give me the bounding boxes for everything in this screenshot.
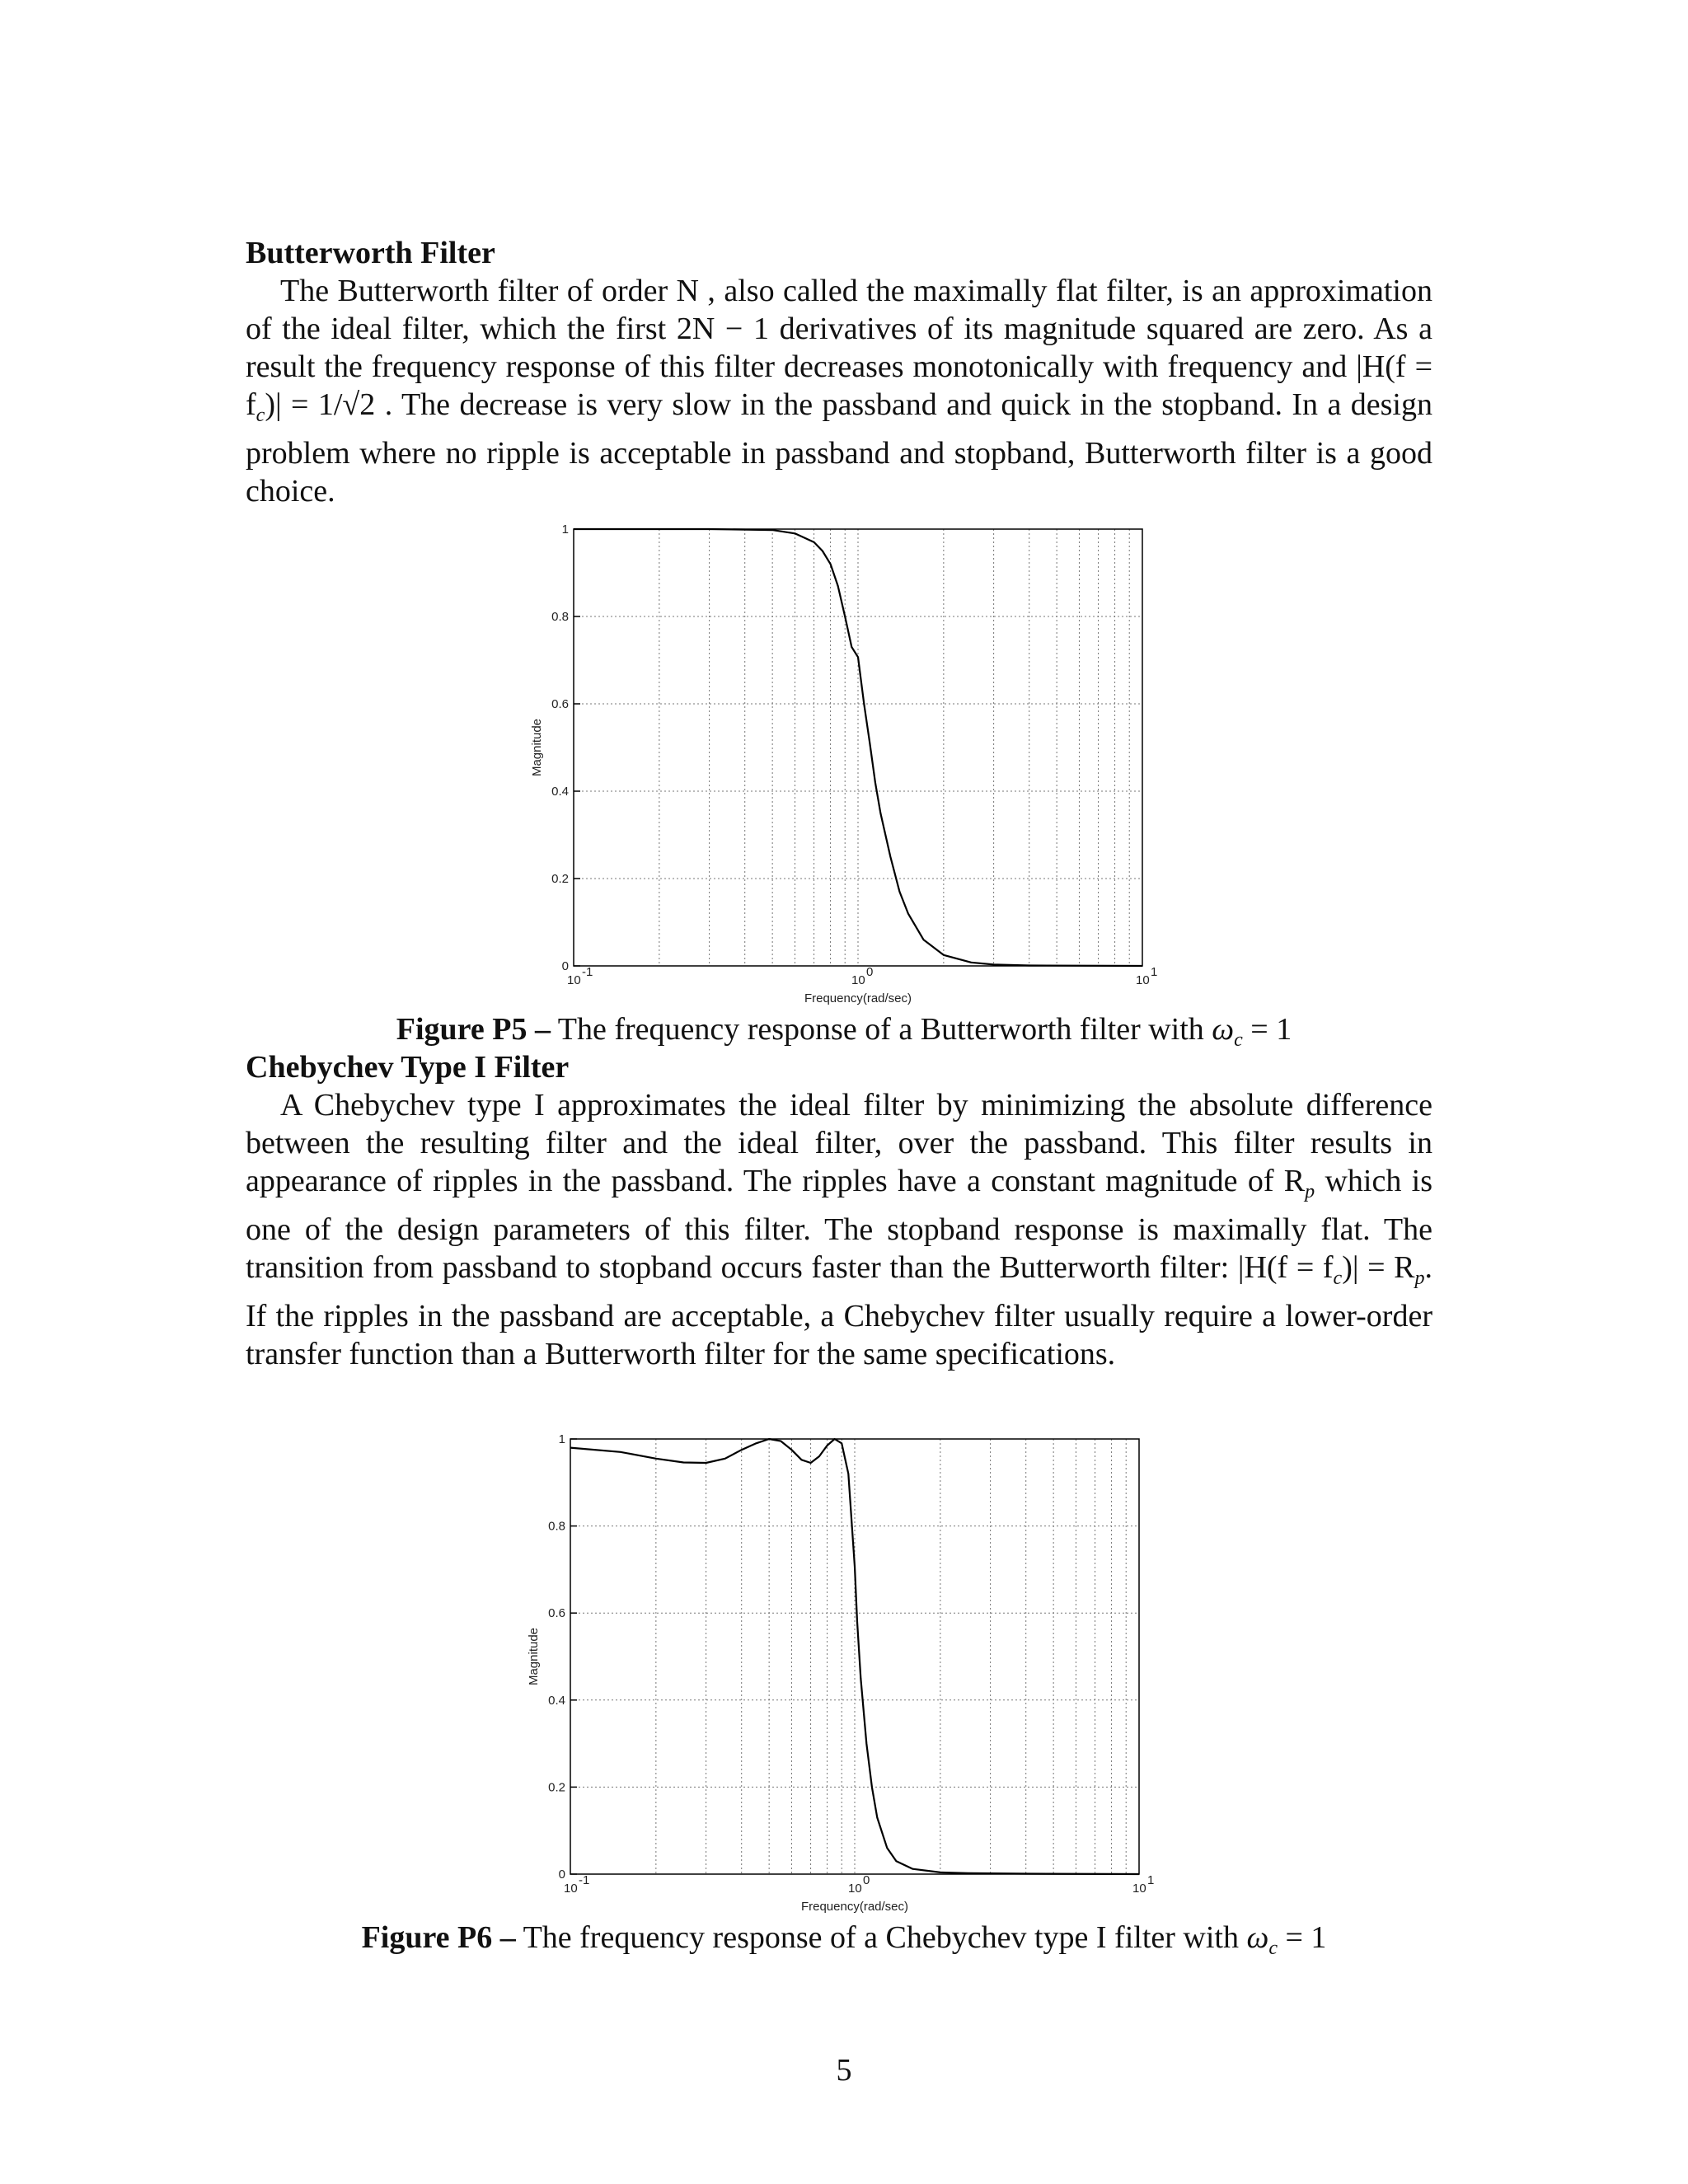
chart-axes-group (530, 523, 1157, 1005)
paragraph-butterworth-part-2: )| = 1/√2 . The decrease is very slow in the passband and quick in the stopband. In a design problem where no ripple is acceptable in passband and stopband, Butterworth filter is a good choice. (246, 387, 1432, 509)
paragraph-chebychev-part-1: A Chebychev type I approximates the ideal filter by minimizing the absolute difference between the resulting filter and the ideal filter, over the passband. This filter results in appearance of ripples in the passband. The ripples have a constant magnitude of R (246, 1088, 1432, 1198)
figure-p5-eq: = 1 (1242, 1012, 1292, 1047)
figure-p6-chart (491, 1422, 1155, 1917)
figure-p5-text: The frequency response of a Butterworth filter with (550, 1012, 1212, 1047)
paragraph-chebychev-part-3: )| = R (1342, 1250, 1415, 1285)
y-tick-label: 0.4 (548, 1693, 565, 1708)
paragraph-butterworth (246, 272, 1432, 510)
x-tick-label: 10 (1132, 1882, 1146, 1896)
chart-axes-group (527, 1432, 1154, 1914)
subscript-c: c (256, 405, 265, 426)
subscript-c-2: c (1333, 1268, 1343, 1289)
paragraph-butterworth-part-1: The Butterworth filter of order N , also called the maximally flat filter, is an approximation of the ideal filter, which the first 2N − 1 derivatives of its magnitude squared are zero. As a result the frequency response of this filter decreases monotonically with frequency and |H(f = f (246, 274, 1432, 422)
y-axis-label: Magnitude (530, 718, 544, 777)
y-axis-label: Magnitude (527, 1627, 541, 1686)
x-tick-label: 10 (851, 973, 865, 987)
x-tick-label: 10 (567, 973, 581, 987)
figure-p6-omega-sub: c (1268, 1938, 1278, 1959)
paragraph-chebychev (246, 1086, 1432, 1373)
y-tick-label: 0 (558, 1868, 565, 1882)
x-tick-exponent: -1 (582, 965, 593, 979)
y-tick-label: 0 (561, 959, 569, 973)
y-tick-label: 0.8 (551, 610, 569, 624)
figure-p6-caption (0, 1919, 1688, 1967)
figure-p6-text: The frequency response of a Chebychev type I filter with (515, 1920, 1247, 1955)
subscript-p: p (1305, 1181, 1315, 1202)
y-tick-label: 1 (558, 1432, 565, 1446)
x-tick-label: 10 (848, 1882, 862, 1896)
chebychev-chart-svg (491, 1422, 1155, 1917)
y-tick-label: 0.6 (551, 697, 569, 711)
magnitude-response-line (570, 1439, 1139, 1874)
x-tick-exponent: 0 (863, 1873, 870, 1887)
section-heading-chebychev: Chebychev Type I Filter (246, 1050, 570, 1085)
paragraph-chebychev-part-4: . If the ripples in the passband are acceptable, a Chebychev filter usually require a lower-order transfer function than a Butterworth filter for the same specifications. (246, 1250, 1432, 1371)
x-tick-label: 10 (564, 1882, 578, 1896)
x-tick-exponent: 1 (1151, 965, 1158, 979)
figure-p5-chart (495, 513, 1158, 1009)
y-tick-label: 0.4 (551, 785, 569, 799)
figure-p5-omega-sub: c (1234, 1029, 1243, 1051)
x-axis-label: Frequency(rad/sec) (804, 991, 912, 1005)
figure-p6-eq: = 1 (1277, 1920, 1327, 1955)
y-tick-label: 0.2 (548, 1780, 565, 1795)
y-tick-label: 0.2 (551, 872, 569, 886)
subscript-p-2: p (1414, 1268, 1425, 1289)
figure-p6-omega: ω (1246, 1920, 1269, 1955)
page-number: 5 (836, 2053, 852, 2088)
y-tick-label: 0.8 (548, 1519, 565, 1534)
section-heading-butterworth: Butterworth Filter (246, 236, 495, 270)
paragraph-chebychev-part-2: which is one of the design parameters of this filter. The stopband response is maximally flat. The transition from passband to stopband occurs faster than the Butterworth filter: |H(f = f (246, 1164, 1432, 1285)
x-tick-exponent: 0 (866, 965, 874, 979)
plot-frame (570, 1439, 1139, 1874)
x-axis-label: Frequency(rad/sec) (800, 1900, 909, 1914)
butterworth-chart-svg (495, 513, 1158, 1009)
x-tick-label: 10 (1136, 973, 1150, 987)
figure-p5-label: Figure P5 – (396, 1012, 551, 1047)
y-tick-label: 1 (561, 523, 569, 537)
figure-p5-omega: ω (1212, 1012, 1235, 1047)
x-tick-exponent: 1 (1147, 1873, 1155, 1887)
x-tick-exponent: -1 (579, 1873, 590, 1887)
y-tick-label: 0.6 (548, 1606, 565, 1621)
figure-p6-label: Figure P6 – (361, 1920, 516, 1955)
